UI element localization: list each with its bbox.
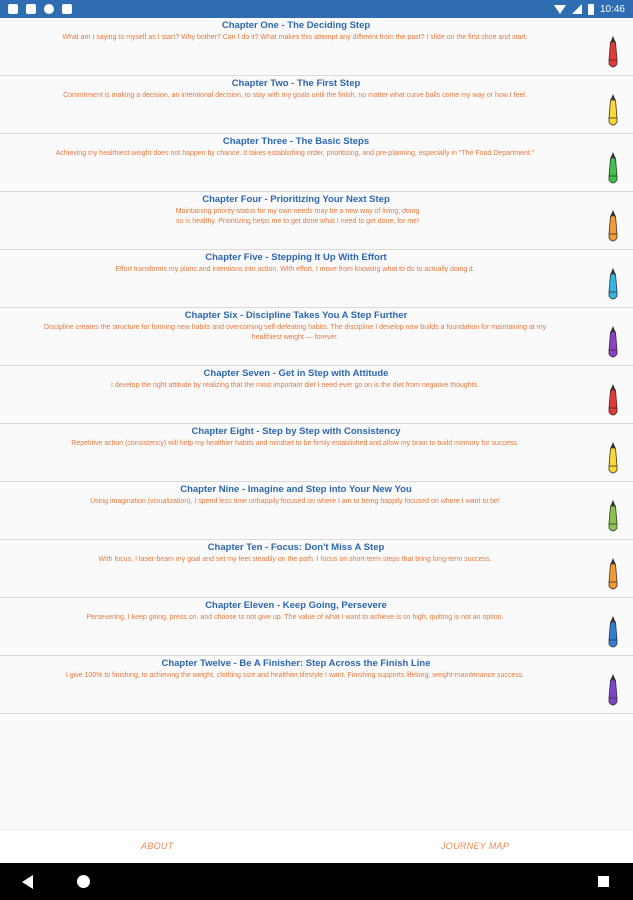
download-icon [26, 4, 36, 14]
pencil-icon [607, 674, 619, 708]
battery-icon [588, 4, 594, 15]
wifi-icon [554, 5, 566, 14]
file-icon [62, 4, 72, 14]
pencil-icon [607, 442, 619, 476]
chapter-item[interactable] [0, 366, 633, 424]
chapter-description: Commitment is making a decision, an intentional decision, to stay with my goals until the finish, no matter what curve balls come my way or how I feel. [63, 92, 527, 99]
status-bar-notifications [8, 4, 72, 14]
chapter-item[interactable] [0, 250, 633, 308]
signal-icon [572, 4, 582, 14]
pencil-icon [607, 36, 619, 70]
chapter-description: I develop the right attitude by realizing that the most important diet I need ever go on is the diet from negative thoughts. [110, 382, 480, 389]
chapter-item[interactable] [0, 482, 633, 540]
pencil-icon [607, 384, 619, 418]
chapter-item[interactable] [0, 76, 633, 134]
chapter-description: What am I saying to myself as I start? Why bother? Can I do it? What makes this attempt any different from the past? I slide on the first shoe and start. [62, 34, 528, 41]
chapter-item[interactable] [0, 18, 633, 76]
status-bar-system [554, 4, 625, 15]
chapter-title: Chapter Two - The First Step [231, 78, 361, 89]
pencil-icon [607, 210, 619, 244]
pencil-icon [607, 326, 619, 360]
chapter-item[interactable] [0, 308, 633, 366]
chapter-title: Chapter Twelve - Be A Finisher: Step Across the Finish Line [161, 658, 431, 669]
chapter-title: Chapter Eleven - Keep Going, Persevere [205, 600, 387, 611]
chapter-title: Chapter Nine - Imagine and Step into Your New You [180, 484, 412, 495]
recent-apps-icon[interactable] [598, 876, 609, 887]
chapter-title: Chapter One - The Deciding Step [221, 20, 371, 31]
bottom-nav [0, 829, 633, 864]
status-time: 10:46 [599, 3, 625, 15]
chapter-title: Chapter Six - Discipline Takes You A Step Further [184, 310, 408, 321]
chapter-item[interactable] [0, 598, 633, 656]
about-link[interactable]: ABOUT [141, 841, 174, 851]
pencil-icon [607, 616, 619, 650]
sync-icon [44, 4, 54, 14]
chapter-title: Chapter Seven - Get in Step with Attitude [203, 368, 389, 379]
chapter-title: Chapter Eight - Step by Step with Consistency [191, 426, 401, 437]
chapter-title: Chapter Four - Prioritizing Your Next Step [202, 194, 390, 205]
chapter-description: With focus, I laser-beam my goal and set my feet steadily on the path. I focus on short-term steps that bring long-term success. [98, 556, 492, 563]
journey-map-link[interactable]: JOURNEY MAP [441, 841, 510, 851]
pencil-icon [607, 500, 619, 534]
chapter-item[interactable] [0, 540, 633, 598]
system-nav-bar [0, 863, 633, 900]
pencil-icon [607, 558, 619, 592]
status-bar [0, 0, 633, 18]
gallery-icon [8, 4, 18, 14]
chapter-item[interactable] [0, 424, 633, 482]
chapter-list [0, 18, 633, 714]
chapter-item[interactable] [0, 192, 633, 250]
chapter-description: I give 100% to finishing, to achieving the weight, clothing size and healthier lifestyle I want. Finishing supports lifelong, weight-maintenance success. [65, 672, 525, 679]
chapter-title: Chapter Three - The Basic Steps [222, 136, 370, 147]
back-icon[interactable] [22, 875, 33, 889]
chapter-title: Chapter Ten - Focus: Don't Miss A Step [207, 542, 385, 553]
pencil-icon [607, 152, 619, 186]
pencil-icon [607, 94, 619, 128]
chapter-description: Using imagination (visualization), I spend less time unhappily focused on where I am to being happily focused on where I want to be! [90, 498, 500, 505]
chapter-description: Effort transforms my plans and intentions into action. With effort, I move from knowing what to do to actually doing it. [115, 266, 475, 273]
chapter-title: Chapter Five - Stepping It Up With Effort [205, 252, 387, 263]
chapter-item[interactable] [0, 134, 633, 192]
chapter-description: Persevering, I keep going, press on, and choose to not give up. The value of what I want to achieve is so high, quitting is not an option. [86, 614, 504, 621]
home-icon[interactable] [77, 875, 90, 888]
pencil-icon [607, 268, 619, 302]
chapter-item[interactable] [0, 656, 633, 714]
chapter-description: Maintaining priority-status for my own needs may be a new way of living; doing so is healthy. Prioritizing helps me to get done what I need to get done, for me! [175, 208, 420, 225]
chapter-description: Achieving my healthiest weight does not happen by chance. It takes establishing order, prioritizing, and pre-planning, especially in "The Food Department." [55, 150, 535, 157]
chapter-description: Discipline creates the structure for forming new habits and overcoming self-defeating habits. The discipline I develop now builds a foundation for maintaining at my healthiest weight — forever. [43, 324, 547, 341]
chapter-description: Repetitive action (consistency) will help my healthier habits and mindset to be firmly established and allow my brain to build memory for success. [71, 440, 519, 447]
